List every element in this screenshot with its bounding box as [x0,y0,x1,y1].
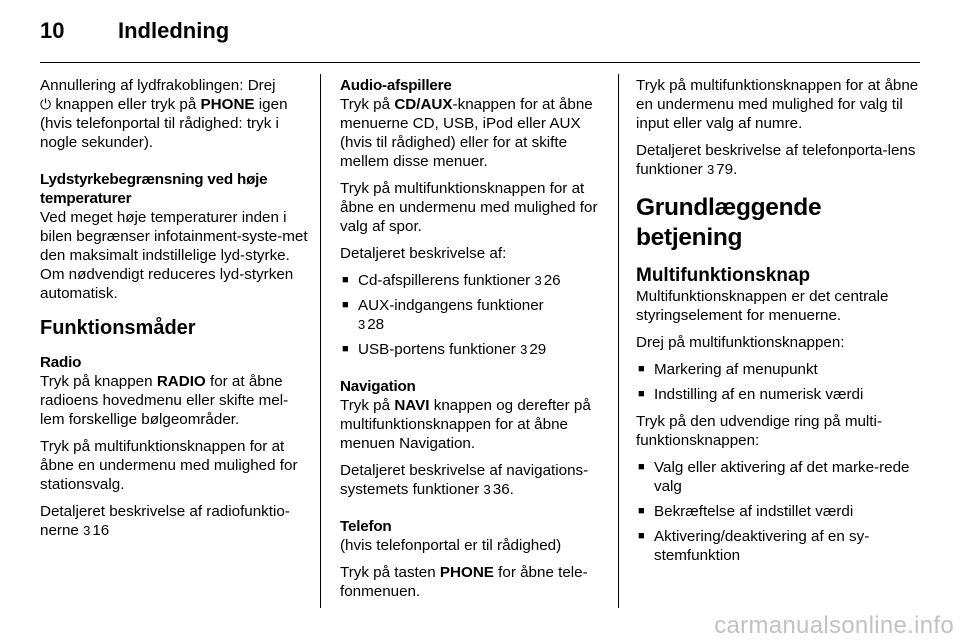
section-heading-modes: Funktionsmåder [40,317,196,339]
subheading-navigation: Navigation [340,378,416,395]
column-3 [636,76,920,573]
page-reference-link[interactable]: 36. [492,481,514,498]
paragraph-navi-ref: Detaljeret beskrivelse af navigations-systemets funktioner 3 36. [340,462,589,498]
subheading-temperature-limit: Lydstyrkebegrænsning ved høje temperaturer [40,171,268,207]
square-bullet-icon: ■ [638,530,645,542]
list-item: ■ Markering af menupunkt [638,361,818,378]
paragraph-phone-ref: Detaljeret beskrivelse af telefonporta-lens funktioner 3 79. [636,142,916,178]
paragraph-phone-submenu: Tryk på multifunktionsknappen for at åbne en undermenu med mulighed for valg til input eller valg af numre. [636,77,919,132]
page-reference-link[interactable]: 29 [529,341,547,358]
page-reference-link[interactable]: 26 [543,272,561,289]
list-item: ■ USB-portens funktioner 3 29 [342,341,547,358]
page-reference-arrow-icon: 3 [520,342,528,357]
subheading-multifunction-knob: Multifunktionsknap [636,265,811,286]
page-reference-arrow-icon: 3 [706,162,715,177]
square-bullet-icon: ■ [342,299,349,311]
phone-key-label: PHONE [200,96,255,113]
list-item: ■ Valg eller aktivering af det marke-rede valg [638,459,910,495]
turn-actions-list [636,360,920,404]
page-reference-link[interactable]: 28 [367,316,385,333]
cd-aux-key-label: CD/AUX [394,96,453,113]
paragraph-navi: Tryk på NAVI knappen og derefter på multifunktionsknappen for at åbne menuen Navigation. [340,397,591,452]
press-actions-list [636,458,920,565]
page-reference-arrow-icon: 3 [483,482,491,497]
page-reference-link[interactable]: 79. [716,161,738,178]
list-item: ■ AUX-indgangens funktioner 3 28 [342,297,544,333]
page-number: 10 [40,18,65,43]
paragraph-radio: Tryk på knappen RADIO for at åbne radioens hovedmenu eller skifte mel-lem forskellige bølgeområder. [40,373,289,428]
page-reference-link[interactable]: 16 [92,522,110,539]
paragraph-cd-aux: Tryk på CD/AUX-knappen for at åbne menuerne CD, USB, iPod eller AUX (hvis til rådighed) eller for at skifte mellem disse menuer. [340,96,593,170]
column-2 [340,76,608,609]
square-bullet-icon: ■ [638,388,645,400]
page-reference-arrow-icon: 3 [83,523,91,538]
square-bullet-icon: ■ [342,343,349,355]
list-item: ■ Aktivering/deaktivering af en sy-stemfunktion [638,528,870,564]
paragraph-turn-knob: Drej på multifunktionsknappen: [636,334,845,351]
subheading-radio: Radio [40,354,82,371]
paragraph-details-intro: Detaljeret beskrivelse af: [340,245,507,262]
square-bullet-icon: ■ [342,274,349,286]
paragraph-track-select: Tryk på multifunktionsknappen for at åbne en undermenu med mulighed for valg af spor. [340,180,598,235]
subheading-phone: Telefon [340,518,392,535]
list-item: ■ Bekræftelse af indstillet værdi [638,503,854,520]
chapter-heading: Grundlæggende betjening [636,194,822,251]
paragraph-press-ring: Tryk på den udvendige ring på multi-funktionsknappen: [636,413,882,449]
column-1 [40,76,308,548]
page-reference-arrow-icon: 3 [358,317,366,332]
square-bullet-icon: ■ [638,363,645,375]
paragraph-radio-ref: Detaljeret beskrivelse af radiofunktio-nerne 3 16 [40,503,290,539]
subheading-audio-players: Audio-afspillere [340,77,452,94]
paragraph-temperature: Ved meget høje temperaturer inden i bilen begrænser infotainment-syste-met den maksimalt indstillelige lyd-styrke. Om nødvendigt reduceres lyd-styrken automatisk. [40,209,308,302]
square-bullet-icon: ■ [638,461,645,473]
paragraph-mute-cancel: Annullering af lydfrakoblingen: Drej ⏻ knappen eller tryk på PHONE igen (hvis telefonportal til rådighed: tryk i nogle sekunder). [40,77,288,151]
page-reference-arrow-icon: 3 [534,273,542,288]
page-title: Indledning [118,18,230,43]
radio-key-label: RADIO [156,373,206,390]
paragraph-phone-availability: (hvis telefonportal er til rådighed) [340,537,562,554]
power-knob-icon: ⏻ [40,96,52,112]
header-divider [40,62,920,63]
square-bullet-icon: ■ [638,505,645,517]
column-divider-1 [320,74,321,608]
list-item: ■ Indstilling af en numerisk værdi [638,386,864,403]
paragraph-knob-intro: Multifunktionsknappen er det centrale styringselement for menuerne. [636,288,889,324]
navi-key-label: NAVI [394,397,430,414]
phone-key-label: PHONE [439,564,494,581]
watermark: carmanualsonline.info [714,612,954,639]
column-divider-2 [618,74,619,608]
paragraph-phone-key: Tryk på tasten PHONE for åbne tele-fonmenuen. [340,564,588,600]
list-item: ■ Cd-afspillerens funktioner 3 26 [342,272,561,289]
reference-list [340,271,608,359]
paragraph-station-select: Tryk på multifunktionsknappen for at åbne en undermenu med mulighed for stationsvalg. [40,438,298,493]
